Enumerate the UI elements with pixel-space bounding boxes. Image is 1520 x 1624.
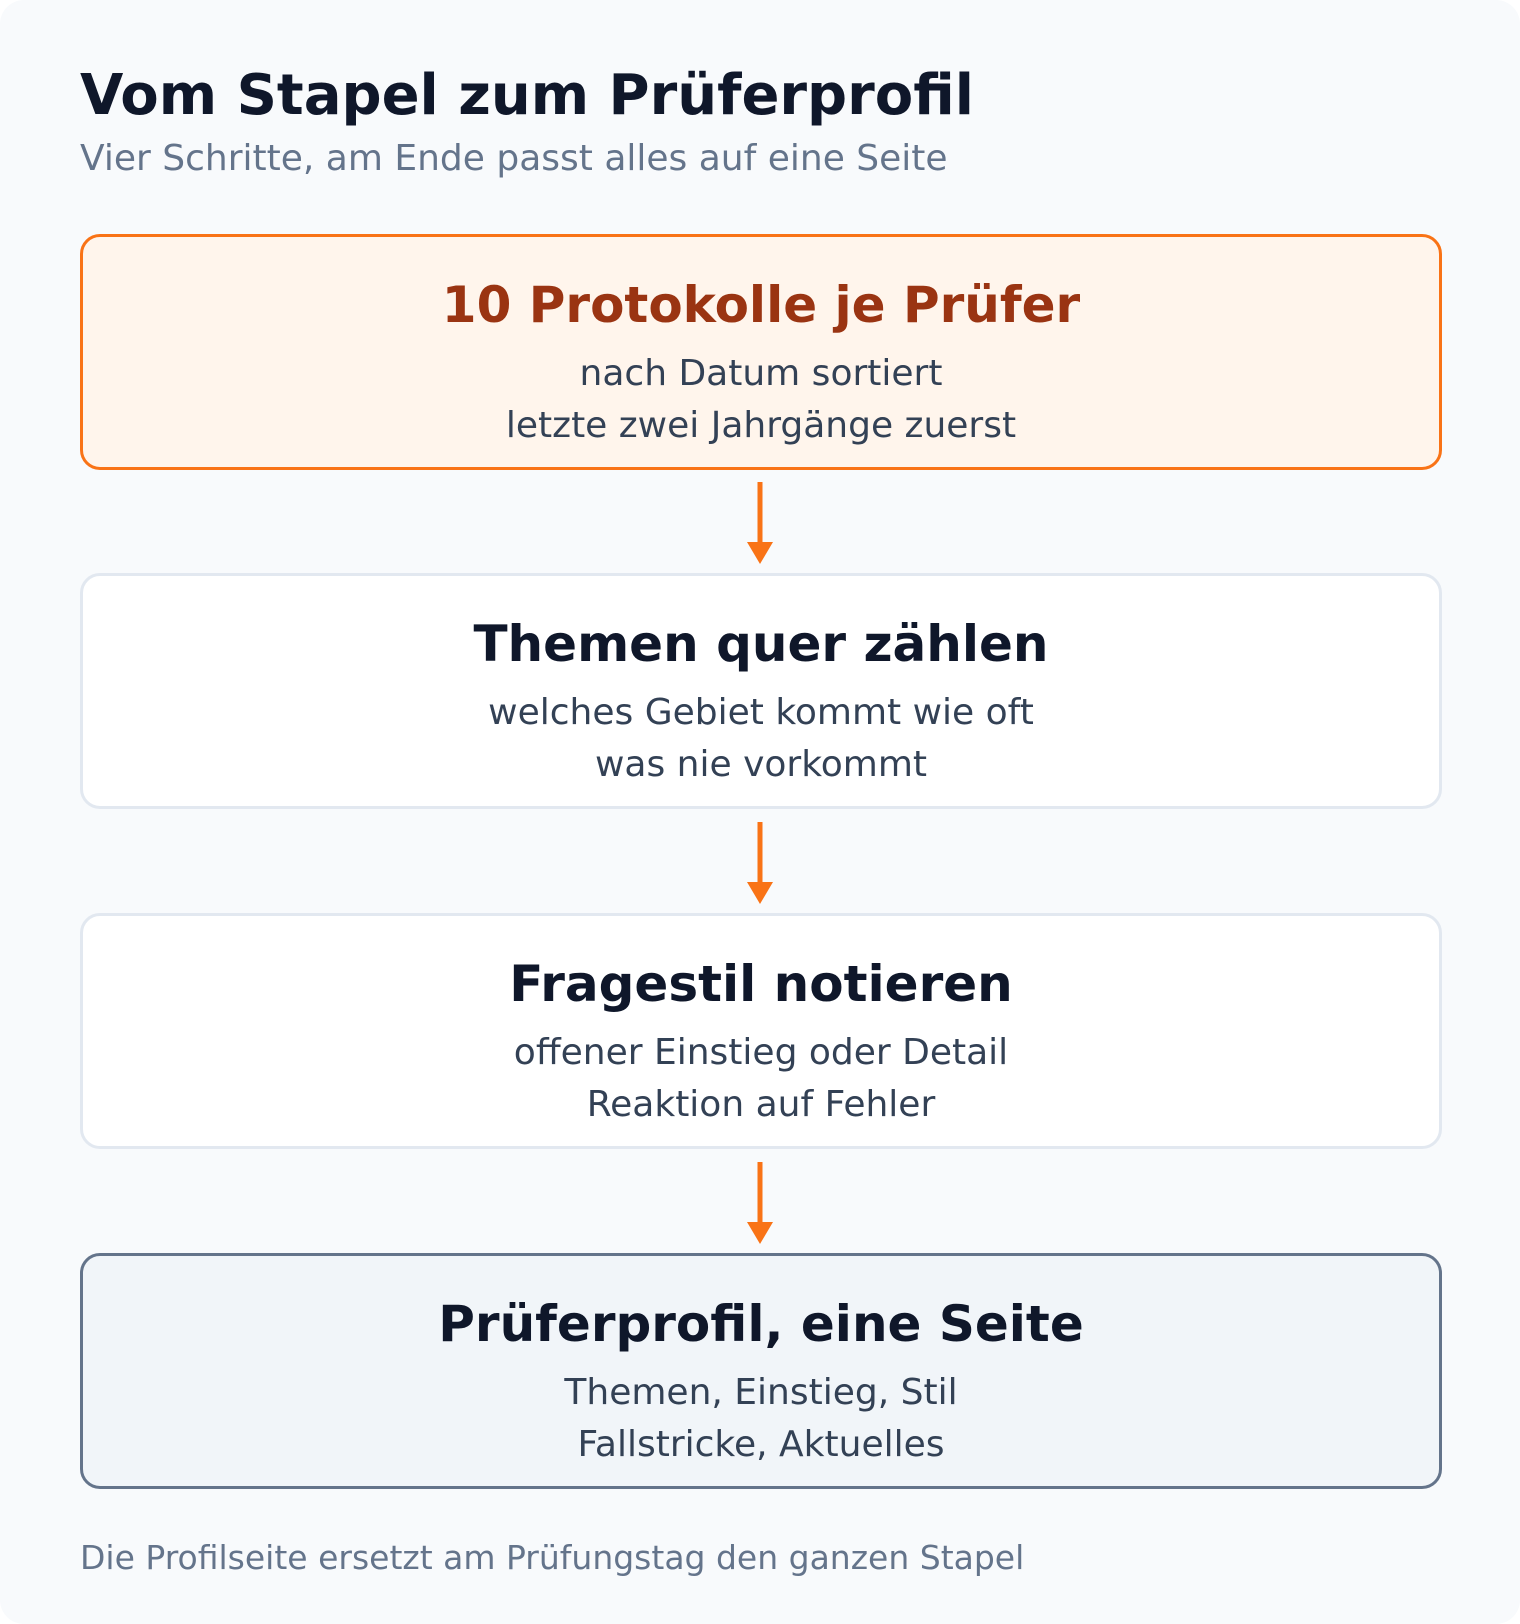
step-detail-line: Fallstricke, Aktuelles (577, 1424, 945, 1465)
step-title: Fragestil notieren (509, 955, 1013, 1013)
step-detail-line: letzte zwei Jahrgänge zuerst (505, 405, 1017, 446)
step-box-question-style (80, 913, 1442, 1149)
step-title: 10 Protokolle je Prüfer (441, 276, 1081, 334)
step-title: Themen quer zählen (473, 615, 1049, 673)
diagram-title: Vom Stapel zum Prüferprofil (80, 63, 974, 128)
step-box-protocols (80, 234, 1442, 470)
step-detail-line: was nie vorkommt (594, 744, 928, 785)
footer-note: Die Profilseite ersetzt am Prüfungstag den ganzen Stapel (80, 1538, 1025, 1577)
step-detail-line: Themen, Einstieg, Stil (564, 1372, 958, 1413)
diagram-subtitle: Vier Schritte, am Ende passt alles auf eine Seite (80, 138, 948, 179)
step-detail-line: offener Einstieg oder Detail (513, 1032, 1009, 1073)
step-detail-line: welches Gebiet kommt wie oft (488, 692, 1034, 733)
flow-arrow-down-icon (747, 1162, 773, 1244)
step-box-topics (80, 573, 1442, 809)
step-detail-line: nach Datum sortiert (579, 353, 943, 394)
step-box-examiner-profile (80, 1253, 1442, 1489)
flow-arrow-down-icon (747, 822, 773, 904)
flow-arrow-down-icon (747, 482, 773, 564)
step-detail-line: Reaktion auf Fehler (586, 1084, 936, 1125)
step-title: Prüferprofil, eine Seite (438, 1295, 1084, 1353)
